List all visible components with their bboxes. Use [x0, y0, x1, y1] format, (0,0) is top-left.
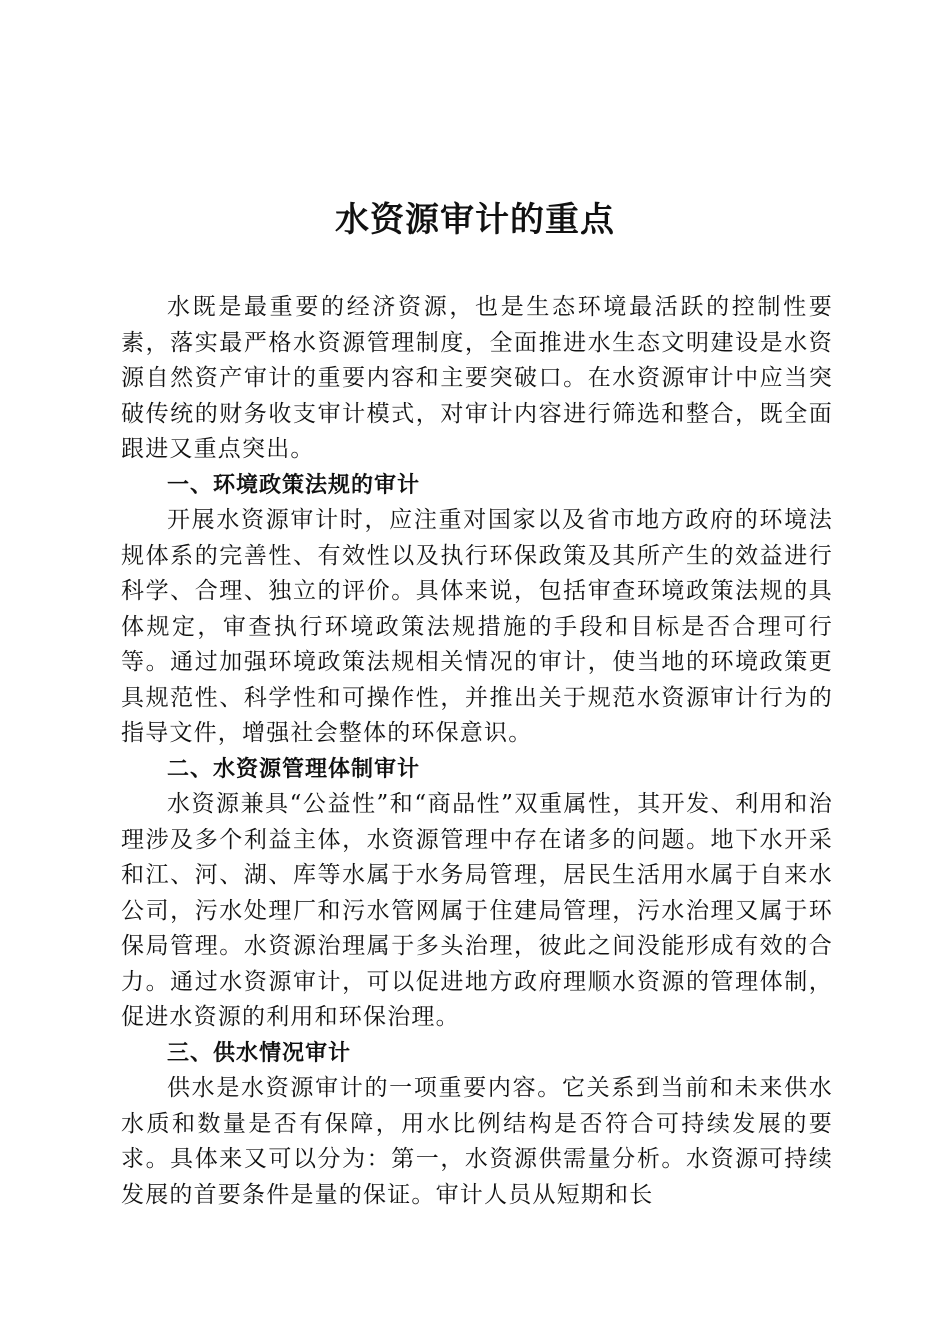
section-2-heading: 二、水资源管理体制审计 [167, 756, 421, 782]
section-2-paragraph: 水资源兼具“公益性”和“商品性”双重属性，其开发、利用和治理涉及多个利益主体，水资源管理中存在诸多的问题。地下水开采和江、河、湖、库等水属于水务局管理，居民生活用水属于自来水公司，污水处理厂和污水管网属于住建局管理，污水治理又属于环保局管理。水资源治理属于多头治理，彼此之间没能形成有效的合力。通过水资源审计，可以促进地方政府理顺水资源的管理体制，促进水资源的利用和环保治理。 [121, 791, 833, 1030]
section-1-paragraph: 开展水资源审计时，应注重对国家以及省市地方政府的环境法规体系的完善性、有效性以及执行环保政策及其所产生的效益进行科学、合理、独立的评价。具体来说，包括审查环境政策法规的具体规定，审查执行环境政策法规措施的手段和目标是否合理可行等。通过加强环境政策法规相关情况的审计，使当地的环境政策更具规范性、科学性和可操作性，并推出关于规范水资源审计行为的指导文件，增强社会整体的环保意识。 [121, 507, 833, 746]
document-title: 水资源审计的重点 [335, 200, 615, 240]
section-3-paragraph: 供水是水资源审计的一项重要内容。它关系到当前和未来供水水质和数量是否有保障，用水比例结构是否符合可持续发展的要求。具体来又可以分为：第一，水资源供需量分析。水资源可持续发展的首要条件是量的保证。审计人员从短期和长 [121, 1075, 833, 1208]
document-body [121, 290, 833, 1213]
section-3-heading: 三、供水情况审计 [167, 1040, 352, 1066]
intro-paragraph: 水既是最重要的经济资源，也是生态环境最活跃的控制性要素，落实最严格水资源管理制度，全面推进水生态文明建设是水资源自然资产审计的重要内容和主要突破口。在水资源审计中应当突破传统的财务收支审计模式，对审计内容进行筛选和整合，既全面跟进又重点突出。 [121, 294, 833, 462]
section-1-heading: 一、环境政策法规的审计 [167, 472, 421, 498]
